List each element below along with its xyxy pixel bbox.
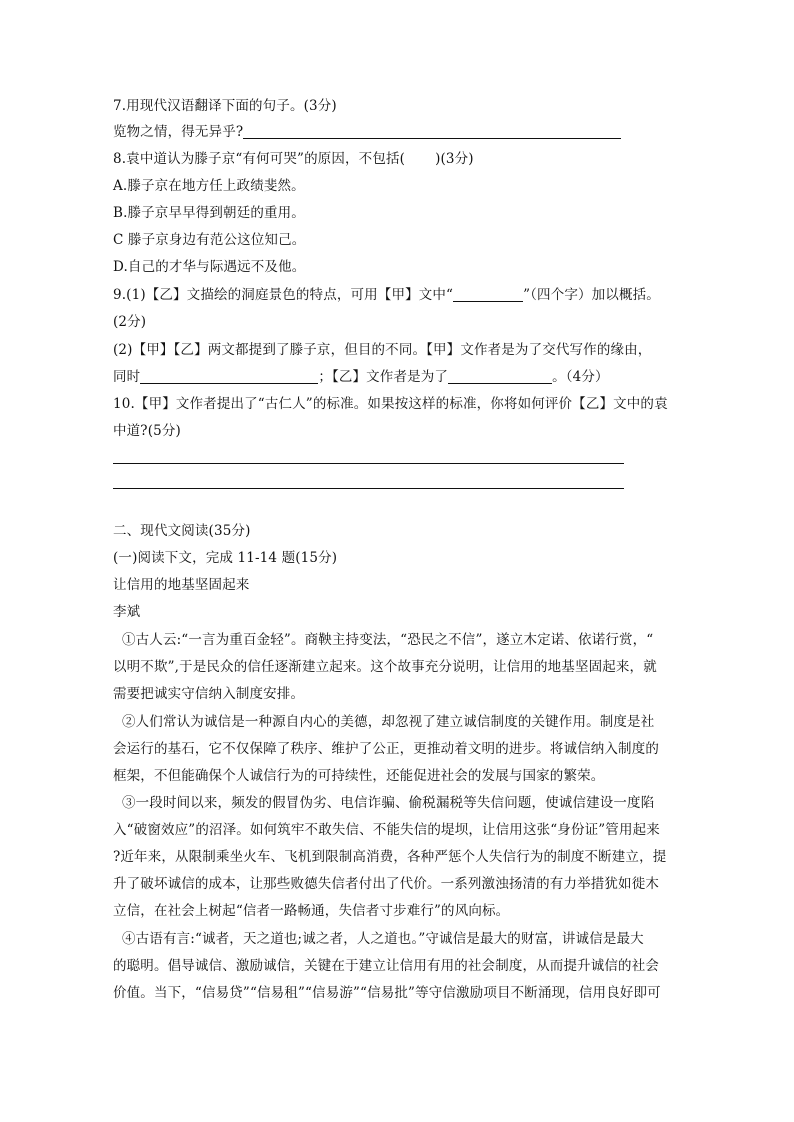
q9-part2-line2	[113, 368, 609, 386]
paragraph-4-line-2: 的聪明。倡导诚信、激励诚信，关键在于建立让信用有用的社会制度，从而提升诚信的社会	[113, 958, 659, 974]
paragraph-1-line-1: ①古人云:“一言为重百金轻”。商鞅主持变法，“恐民之不信”，遂立木定诺、依诺行赏，“	[122, 632, 654, 648]
q8-stem-a: 8.袁中道认为滕子京“有何可哭”的原因，不包括(	[113, 151, 406, 167]
q9-part2-blank2[interactable]	[448, 369, 552, 384]
paragraph-2-line-1: ②人们常认为诚信是一种源自内心的美德，却忽视了建立诚信制度的关键作用。制度是社	[122, 714, 655, 730]
article-author: 李斌	[113, 604, 141, 620]
q9-part2-a: 同时	[113, 369, 141, 385]
q9-part2-b: ；【乙】文作者是为了	[318, 369, 449, 385]
q9-part1-b: ”（四个字）加以概括。	[523, 287, 660, 303]
q9-part1-blank[interactable]	[453, 287, 523, 302]
q10-answer-line-2[interactable]	[113, 488, 624, 489]
q7-answer-blank[interactable]	[243, 124, 621, 139]
article-title: 让信用的地基坚固起来	[113, 577, 250, 593]
section2-heading: 二、现代文阅读(35分)	[113, 523, 251, 539]
paragraph-1-line-2: 以明不欺”,于是民众的信任逐渐建立起来。这个故事充分说明，让信用的地基坚固起来，就	[113, 659, 657, 675]
paragraph-3-line-5: 立信，在社会上树起“信者一路畅通，失信者寸步难行”的风向标。	[113, 903, 510, 919]
q8-option-d: D.自己的才华与际遇远不及他。	[113, 259, 306, 275]
paragraph-3-line-4: 升了破坏诚信的成本，让那些败德失信者付出了代价。一系列激浊扬清的有力举措犹如徙木	[113, 876, 659, 892]
q9-part1-line	[113, 286, 660, 304]
q10-line1: 10.【甲】文作者提出了“古仁人”的标准。如果按这样的标准，你将如何评价【乙】文中的袁	[113, 396, 668, 412]
q10-answer-line-1[interactable]	[113, 463, 624, 464]
q9-part2-blank1[interactable]	[140, 369, 318, 384]
paragraph-2-line-3: 框架，不但能确保个人诚信行为的可持续性，还能促进社会的发展与国家的繁荣。	[113, 768, 605, 784]
q8-stem-b: )(3分)	[435, 151, 474, 167]
q9-part1-score: (2分)	[113, 314, 147, 330]
q9-part2-line1: (2)【甲】【乙】两文都提到了滕子京，但目的不同。【甲】文作者是为了交代写作的缘由，	[113, 342, 652, 358]
paragraph-4-line-3: 价值。当下，“信易贷”“信易租”“信易游”“信易批”等守信激励项目不断涌现，信用良好即可	[113, 985, 661, 1001]
paragraph-4-line-1: ④古语有言:“诚者，天之道也;诚之者，人之道也。”守诚信是最大的财富，讲诚信是最大	[122, 931, 644, 947]
q8-option-a: A.滕子京在地方任上政绩斐然。	[113, 178, 305, 194]
q7-stem: 7.用现代汉语翻译下面的句子。(3分)	[113, 98, 337, 114]
paragraph-3-line-3: ?近年来，从限制乘坐火车、飞机到限制高消费，各种严惩个人失信行为的制度不断建立，提	[113, 849, 667, 865]
paragraph-1-line-3: 需要把诚实守信纳入制度安排。	[113, 686, 305, 702]
q10-line2: 中道?(5分)	[113, 423, 181, 439]
q9-part2-c: 。（4分）	[552, 369, 609, 385]
q8-option-c: C 滕子京身边有范公这位知己。	[113, 232, 306, 248]
paragraph-2-line-2: 会运行的基石，它不仅保障了秩序、维护了公正，更推动着文明的进步。将诚信纳入制度的	[113, 741, 659, 757]
q8-stem-line	[113, 150, 474, 168]
section2-subheading: (一)阅读下文，完成 11-14 题(15分)	[113, 550, 338, 566]
q9-part1-a: 9.(1)【乙】文描绘的洞庭景色的特点，可用【甲】文中“	[113, 287, 454, 303]
q7-sentence: 览物之情，得无异乎?	[113, 124, 244, 140]
q8-option-b: B.滕子京早早得到朝廷的重用。	[113, 205, 305, 221]
q7-sentence-line	[113, 123, 621, 141]
paragraph-3-line-1: ③一段时间以来，频发的假冒伪劣、电信诈骗、偷税漏税等失信问题，使诚信建设一度陷	[122, 795, 655, 811]
paragraph-3-line-2: 入“破窗效应”的沼泽。如何筑牢不敢失信、不能失信的堤坝，让信用这张“身份证”管用起来	[113, 822, 660, 838]
